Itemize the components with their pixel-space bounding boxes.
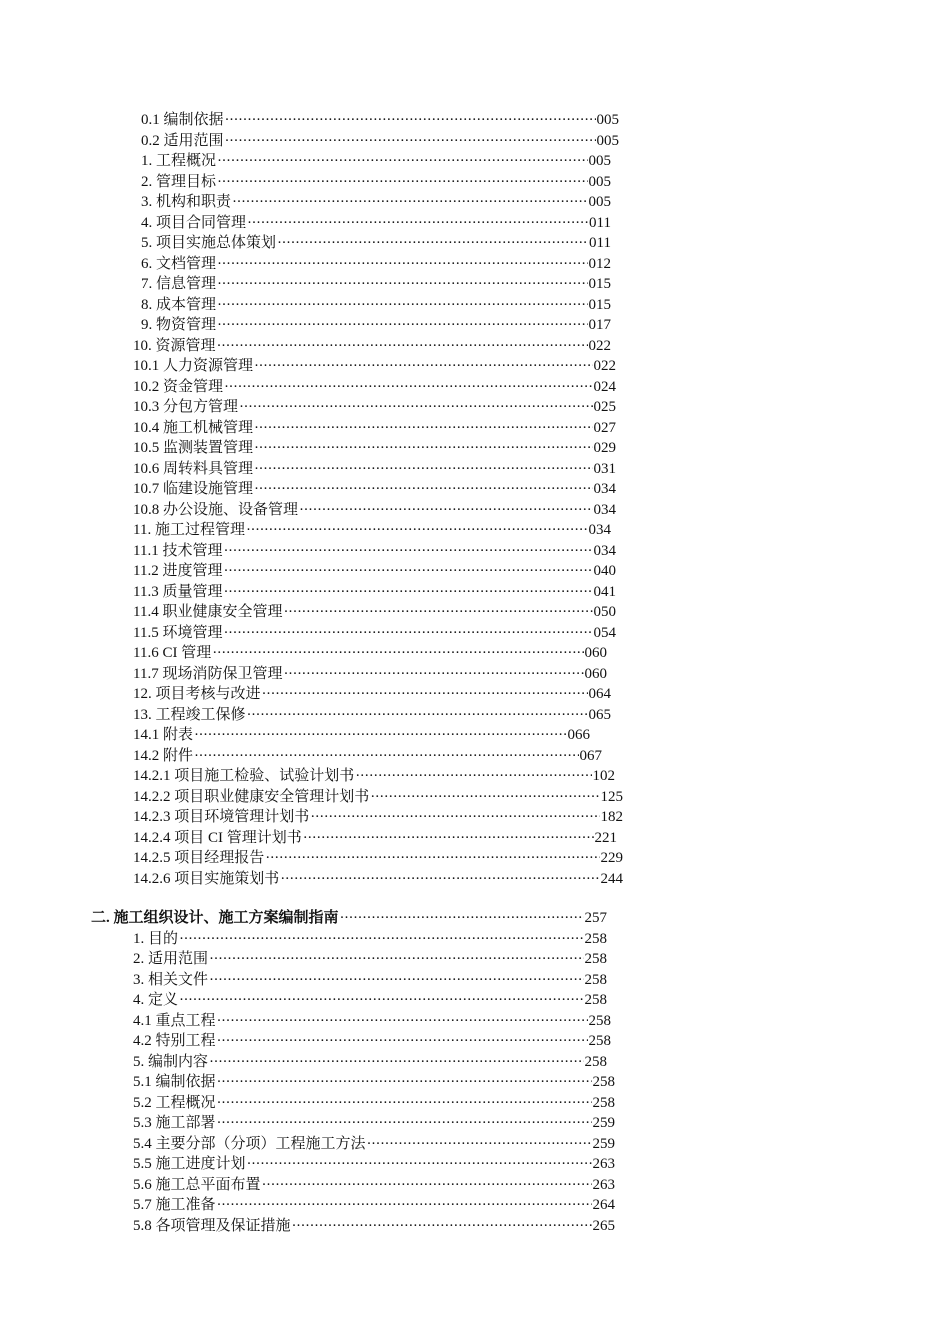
toc-leader-dots xyxy=(283,664,583,684)
toc-entry[interactable] xyxy=(133,1113,615,1133)
toc-entry[interactable] xyxy=(133,1072,615,1092)
toc-entry[interactable] xyxy=(133,397,616,417)
toc-leader-dots xyxy=(217,1195,592,1215)
toc-entry[interactable] xyxy=(133,582,616,602)
toc-entry-label: 14.2.6 项目实施策划书 xyxy=(133,871,280,887)
toc-entry-page: 011 xyxy=(589,235,611,251)
toc-entry-label: 12. 项目考核与改进 xyxy=(133,686,261,702)
toc-entry-page: 258 xyxy=(588,1033,611,1049)
toc-entry-label: 1. 目的 xyxy=(133,931,179,947)
toc-entry-label: 11.1 技术管理 xyxy=(133,543,223,559)
toc-entry[interactable] xyxy=(141,110,619,130)
toc-entry-label: 8. 成本管理 xyxy=(141,297,217,313)
toc-entry-label: 14.1 附表 xyxy=(133,727,194,743)
toc-entry-label: 5.1 编制依据 xyxy=(133,1074,216,1090)
toc-entry-label: 2. 适用范围 xyxy=(133,951,209,967)
toc-entry-page: 022 xyxy=(593,358,616,374)
toc-entry-label: 4. 项目合同管理 xyxy=(141,215,247,231)
toc-entry[interactable] xyxy=(133,1031,611,1051)
toc-entry-page: 012 xyxy=(588,256,611,272)
toc-entry-label: 14.2.2 项目职业健康安全管理计划书 xyxy=(133,789,370,805)
toc-entry-page: 005 xyxy=(596,112,619,128)
toc-leader-dots xyxy=(194,746,578,766)
toc-entry-label: 2. 管理目标 xyxy=(141,174,217,190)
toc-entry[interactable] xyxy=(133,1154,615,1174)
toc-entry[interactable] xyxy=(141,315,611,335)
toc-entry[interactable] xyxy=(133,356,616,376)
toc-entry[interactable] xyxy=(133,1216,615,1236)
toc-leader-dots xyxy=(254,459,592,479)
toc-entry-label: 0.1 编制依据 xyxy=(141,112,224,128)
toc-entry-label: 14.2.3 项目环境管理计划书 xyxy=(133,809,310,825)
toc-leader-dots xyxy=(194,725,566,745)
toc-leader-dots xyxy=(239,397,592,417)
toc-entry-page: 264 xyxy=(592,1197,615,1213)
toc-section-heading[interactable] xyxy=(91,908,607,928)
toc-leader-dots xyxy=(225,131,596,151)
toc-entry-page: 034 xyxy=(593,481,616,497)
toc-entry-page: 015 xyxy=(588,276,611,292)
toc-entry-label: 0.2 适用范围 xyxy=(141,133,224,149)
toc-entry-page: 182 xyxy=(600,809,623,825)
toc-leader-dots xyxy=(223,582,592,602)
toc-entry[interactable] xyxy=(133,1195,615,1215)
toc-leader-dots xyxy=(355,766,591,786)
toc-entry-label: 4.2 特别工程 xyxy=(133,1033,216,1049)
toc-entry-label: 14.2.1 项目施工检验、试验计划书 xyxy=(133,768,355,784)
toc-entry[interactable] xyxy=(133,602,616,622)
toc-entry[interactable] xyxy=(133,664,607,684)
toc-entry[interactable] xyxy=(133,684,611,704)
toc-leader-dots xyxy=(283,602,592,622)
toc-entry-page: 258 xyxy=(592,1095,615,1111)
toc-entry-page: 065 xyxy=(588,707,611,723)
toc-entry-page: 005 xyxy=(588,153,611,169)
toc-leader-dots xyxy=(223,541,592,561)
toc-entry[interactable] xyxy=(133,725,590,745)
toc-leader-dots xyxy=(262,684,588,704)
toc-entry-page: 017 xyxy=(588,317,611,333)
toc-leader-dots xyxy=(217,1072,592,1092)
toc-entry-page: 005 xyxy=(596,133,619,149)
toc-entry-label: 4.1 重点工程 xyxy=(133,1013,216,1029)
toc-entry-page: 025 xyxy=(593,399,616,415)
toc-entry-label: 7. 信息管理 xyxy=(141,276,217,292)
toc-entry-label: 10.1 人力资源管理 xyxy=(133,358,254,374)
toc-leader-dots xyxy=(179,990,583,1010)
toc-entry-label: 5.3 施工部署 xyxy=(133,1115,216,1131)
toc-entry-page: 041 xyxy=(593,584,616,600)
toc-leader-dots xyxy=(246,520,588,540)
toc-leader-dots xyxy=(367,1134,592,1154)
toc-entry-label: 14.2 附件 xyxy=(133,748,194,764)
toc-leader-dots xyxy=(217,151,587,171)
toc-entry[interactable] xyxy=(133,1175,615,1195)
toc-leader-dots xyxy=(223,561,592,581)
toc-entry[interactable] xyxy=(133,1134,615,1154)
toc-entry-page: 060 xyxy=(584,645,607,661)
toc-entry-page: 034 xyxy=(593,502,616,518)
toc-leader-dots xyxy=(179,929,583,949)
toc-entry-label: 5.7 施工准备 xyxy=(133,1197,216,1213)
toc-leader-dots xyxy=(370,787,599,807)
toc-entry-page: 258 xyxy=(584,1054,607,1070)
toc-entry-label: 10.5 监测装置管理 xyxy=(133,440,254,456)
toc-entry-label: 10. 资源管理 xyxy=(133,338,216,354)
toc-entry-page: 258 xyxy=(584,931,607,947)
toc-leader-dots xyxy=(223,623,592,643)
toc-entry-page: 259 xyxy=(592,1115,615,1131)
toc-leader-dots xyxy=(209,970,583,990)
toc-entry-page: 034 xyxy=(593,543,616,559)
toc-leader-dots xyxy=(217,315,587,335)
toc-entry[interactable] xyxy=(133,541,616,561)
toc-leader-dots xyxy=(217,1093,592,1113)
toc-entry-page: 258 xyxy=(584,972,607,988)
toc-leader-dots xyxy=(209,949,583,969)
toc-entry-page: 259 xyxy=(592,1136,615,1152)
toc-leader-dots xyxy=(247,213,588,233)
toc-entry[interactable] xyxy=(133,418,616,438)
toc-entry-label: 11.2 进度管理 xyxy=(133,563,223,579)
toc-entry-page: 257 xyxy=(584,910,607,926)
toc-leader-dots xyxy=(217,336,588,356)
toc-entry[interactable] xyxy=(133,520,611,540)
toc-leader-dots xyxy=(217,1113,592,1133)
toc-entry-page: 015 xyxy=(588,297,611,313)
toc-entry-label: 10.3 分包方管理 xyxy=(133,399,239,415)
toc-entry-page: 011 xyxy=(589,215,611,231)
toc-leader-dots xyxy=(225,110,596,130)
toc-entry-label: 5. 项目实施总体策划 xyxy=(141,235,277,251)
toc-entry[interactable] xyxy=(133,643,607,663)
toc-entry[interactable] xyxy=(141,213,611,233)
toc-leader-dots xyxy=(212,643,583,663)
toc-leader-dots xyxy=(217,274,587,294)
toc-leader-dots xyxy=(247,1154,592,1174)
toc-entry-page: 040 xyxy=(593,563,616,579)
toc-entry[interactable] xyxy=(133,1011,611,1031)
toc-entry-page: 054 xyxy=(593,625,616,641)
toc-entry-page: 034 xyxy=(588,522,611,538)
toc-entry-label: 13. 工程竣工保修 xyxy=(133,707,246,723)
toc-entry[interactable] xyxy=(141,172,611,192)
toc-entry[interactable] xyxy=(133,1052,607,1072)
toc-leader-dots xyxy=(217,1011,588,1031)
toc-entry-label: 5.2 工程概况 xyxy=(133,1095,216,1111)
toc-leader-dots xyxy=(280,869,599,889)
toc-entry[interactable] xyxy=(133,807,623,827)
toc-entry-label: 14.2.4 项目 CI 管理计划书 xyxy=(133,830,302,846)
toc-leader-dots xyxy=(217,295,587,315)
toc-entry-label: 5. 编制内容 xyxy=(133,1054,209,1070)
toc-entry-page: 258 xyxy=(588,1013,611,1029)
toc-entry-page: 022 xyxy=(588,338,611,354)
toc-entry-page: 265 xyxy=(592,1218,615,1234)
toc-leader-dots xyxy=(340,908,584,928)
toc-entry-label: 3. 相关文件 xyxy=(133,972,209,988)
toc-entry[interactable] xyxy=(133,869,623,889)
toc-entry[interactable] xyxy=(133,970,607,990)
toc-entry-label: 5.6 施工总平面布置 xyxy=(133,1177,261,1193)
toc-leader-dots xyxy=(254,438,592,458)
toc-leader-dots xyxy=(262,1175,592,1195)
toc-entry-label: 9. 物资管理 xyxy=(141,317,217,333)
toc-entry-page: 066 xyxy=(567,727,590,743)
toc-entry-label: 10.2 资金管理 xyxy=(133,379,224,395)
toc-entry[interactable] xyxy=(141,131,619,151)
toc-entry-label: 11.6 CI 管理 xyxy=(133,645,212,661)
toc-entry[interactable] xyxy=(133,746,602,766)
toc-entry-page: 050 xyxy=(593,604,616,620)
toc-entry[interactable] xyxy=(141,274,611,294)
toc-entry-page: 024 xyxy=(593,379,616,395)
toc-entry[interactable] xyxy=(141,295,611,315)
toc-entry[interactable] xyxy=(133,787,623,807)
toc-entry-label: 11.7 现场消防保卫管理 xyxy=(133,666,283,682)
toc-heading-label: 二. 施工组织设计、施工方案编制指南 xyxy=(91,910,339,926)
toc-entry[interactable] xyxy=(141,192,611,212)
toc-entry-page: 029 xyxy=(593,440,616,456)
toc-entry-page: 258 xyxy=(592,1074,615,1090)
toc-entry-page: 102 xyxy=(592,768,615,784)
toc-entry-page: 258 xyxy=(584,951,607,967)
toc-entry[interactable] xyxy=(133,766,615,786)
toc-leader-dots xyxy=(247,705,588,725)
toc-entry[interactable] xyxy=(133,828,617,848)
toc-entry[interactable] xyxy=(133,479,616,499)
toc-entry-page: 067 xyxy=(579,748,602,764)
toc-entry-label: 3. 机构和职责 xyxy=(141,194,232,210)
toc-entry[interactable] xyxy=(133,1093,615,1113)
toc-entry[interactable] xyxy=(133,561,616,581)
toc-entry[interactable] xyxy=(133,929,607,949)
toc-entry[interactable] xyxy=(133,705,611,725)
toc-entry-page: 027 xyxy=(593,420,616,436)
toc-entry-label: 10.8 办公设施、设备管理 xyxy=(133,502,299,518)
toc-leader-dots xyxy=(232,192,587,212)
toc-entry-page: 005 xyxy=(588,174,611,190)
toc-entry-label: 11.5 环境管理 xyxy=(133,625,223,641)
toc-leader-dots xyxy=(277,233,588,253)
toc-leader-dots xyxy=(299,500,592,520)
toc-entry[interactable] xyxy=(141,254,611,274)
toc-leader-dots xyxy=(254,418,592,438)
toc-entry-page: 125 xyxy=(600,789,623,805)
toc-entry[interactable] xyxy=(141,233,611,253)
toc-entry-label: 5.5 施工进度计划 xyxy=(133,1156,246,1172)
toc-entry-label: 5.8 各项管理及保证措施 xyxy=(133,1218,291,1234)
toc-entry-label: 11.4 职业健康安全管理 xyxy=(133,604,283,620)
toc-entry[interactable] xyxy=(133,377,616,397)
toc-entry-label: 4. 定义 xyxy=(133,992,179,1008)
toc-leader-dots xyxy=(209,1052,583,1072)
toc-entry[interactable] xyxy=(141,151,611,171)
toc-entry[interactable] xyxy=(133,848,623,868)
toc-leader-dots xyxy=(217,1031,588,1051)
toc-entry[interactable] xyxy=(133,459,616,479)
toc-entry-label: 11.3 质量管理 xyxy=(133,584,223,600)
toc-entry-page: 031 xyxy=(593,461,616,477)
toc-entry-label: 6. 文档管理 xyxy=(141,256,217,272)
toc-leader-dots xyxy=(224,377,592,397)
toc-leader-dots xyxy=(265,848,599,868)
toc-leader-dots xyxy=(217,254,587,274)
toc-entry-label: 1. 工程概况 xyxy=(141,153,217,169)
toc-entry-page: 064 xyxy=(588,686,611,702)
toc-entry-page: 263 xyxy=(592,1156,615,1172)
toc-entry[interactable] xyxy=(133,336,611,356)
toc-entry-label: 10.7 临建设施管理 xyxy=(133,481,254,497)
toc-entry-page: 005 xyxy=(588,194,611,210)
toc-entry-page: 221 xyxy=(594,830,617,846)
toc-entry-label: 5.4 主要分部（分项）工程施工方法 xyxy=(133,1136,366,1152)
toc-leader-dots xyxy=(303,828,594,848)
toc-entry[interactable] xyxy=(133,623,616,643)
toc-entry-label: 10.6 周转料具管理 xyxy=(133,461,254,477)
toc-entry-label: 11. 施工过程管理 xyxy=(133,522,245,538)
toc-entry-page: 229 xyxy=(600,850,623,866)
toc-entry[interactable] xyxy=(133,990,607,1010)
toc-entry[interactable] xyxy=(133,949,607,969)
toc-entry[interactable] xyxy=(133,438,616,458)
toc-entry-page: 244 xyxy=(600,871,623,887)
toc-leader-dots xyxy=(254,479,592,499)
toc-leader-dots xyxy=(292,1216,592,1236)
toc-entry-page: 060 xyxy=(584,666,607,682)
toc-entry-label: 14.2.5 项目经理报告 xyxy=(133,850,265,866)
toc-leader-dots xyxy=(217,172,587,192)
toc-leader-dots xyxy=(310,807,599,827)
toc-entry[interactable] xyxy=(133,500,616,520)
toc-leader-dots xyxy=(254,356,592,376)
toc-entry-label: 10.4 施工机械管理 xyxy=(133,420,254,436)
toc-entry-page: 258 xyxy=(584,992,607,1008)
toc-entry-page: 263 xyxy=(592,1177,615,1193)
